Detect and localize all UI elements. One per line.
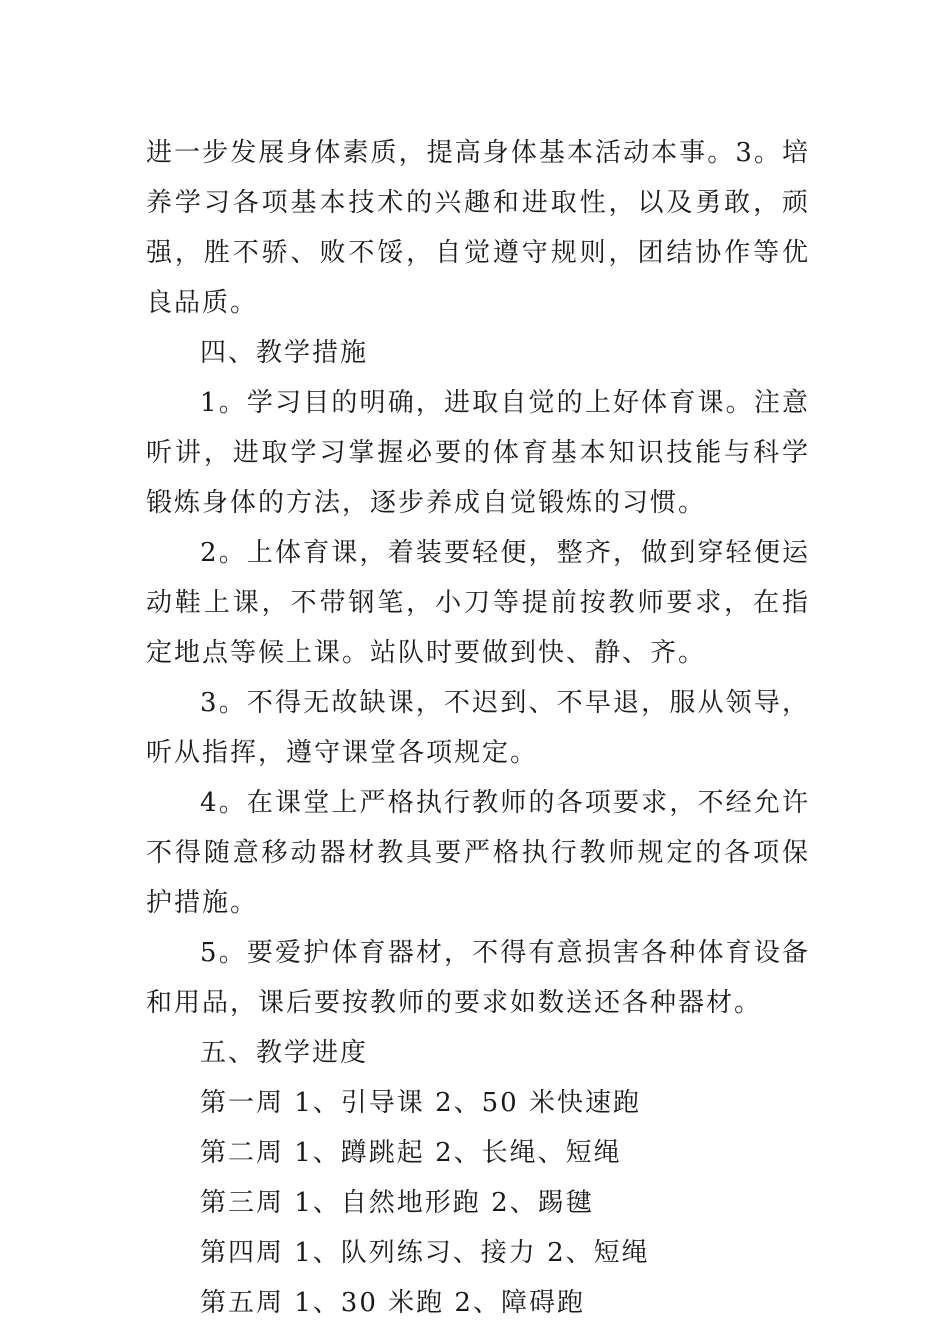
measure-item-3: 3。不得无故缺课，不迟到、不早退，服从领导，听从指挥，遵守课堂各项规定。: [146, 688, 810, 768]
schedule-week-4: 第四周 1、队列练习、接力 2、短绳: [200, 1238, 650, 1268]
document-body: [146, 128, 810, 1328]
schedule-week-2: 第二周 1、蹲跳起 2、长绳、短绳: [200, 1138, 622, 1168]
section-heading-teaching-measures: 四、教学措施: [200, 338, 369, 368]
measure-item-4: 4。在课堂上严格执行教师的各项要求，不经允许不得随意移动器材教具要严格执行教师规定的各项保护措施。: [146, 788, 810, 918]
measure-item-5: 5。要爱护体育器材，不得有意损害各种体育设备和用品，课后要按教师的要求如数送还各种器材。: [146, 938, 810, 1018]
measure-item-2: 2。上体育课，着装要轻便，整齐，做到穿轻便运动鞋上课，不带钢笔，小刀等提前按教师要求，在指定地点等候上课。站队时要做到快、静、齐。: [146, 538, 810, 668]
continuation-paragraph: 进一步发展身体素质，提高身体基本活动本事。3。培养学习各项基本技术的兴趣和进取性，以及勇敢，顽强，胜不骄、败不馁，自觉遵守规则，团结协作等优良品质。: [146, 138, 810, 318]
schedule-week-5: 第五周 1、30 米跑 2、障碍跑: [200, 1288, 585, 1318]
section-heading-teaching-schedule: 五、教学进度: [200, 1038, 369, 1068]
measure-item-1: 1。学习目的明确，进取自觉的上好体育课。注意听讲，进取学习掌握必要的体育基本知识技能与科学锻炼身体的方法，逐步养成自觉锻炼的习惯。: [146, 388, 810, 518]
schedule-week-1: 第一周 1、引导课 2、50 米快速跑: [200, 1088, 641, 1118]
schedule-week-3: 第三周 1、自然地形跑 2、踢毽: [200, 1188, 594, 1218]
